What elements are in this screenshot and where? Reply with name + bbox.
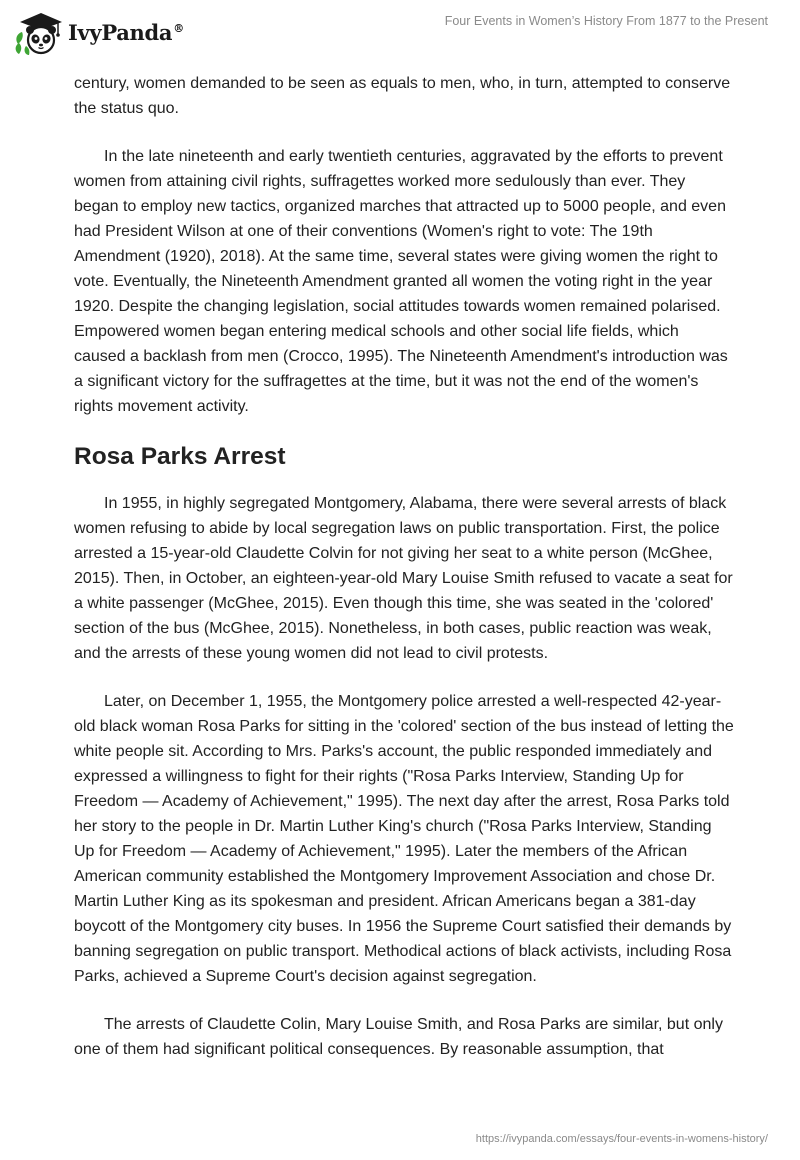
- paragraph-1955-arrests: In 1955, in highly segregated Montgomery, Alabama, there were several arrests of black women refusing to abide by local segregation laws on public transportation. First, the police arrested a 15-year-old Claudette Colvin for not giving her seat to a white person (McGhee, 2015). Then, in October, an eighteen-year-old Mary Louise Smith refused to vacate a seat for a white passenger (McGhee, 2015). Even though this time, she was seated in the 'colored' section of the bus (McGhee, 2015). Nonetheless, in both cases, public reaction was weak, and the arrests of these young women did not lead to civil protests.: [74, 495, 733, 662]
- document-title: Four Events in Women’s History From 1877 to the Present: [444, 14, 768, 28]
- paragraph-suffrage: In the late nineteenth and early twentieth centuries, aggravated by the efforts to prevent women from attaining civil rights, suffragettes worked more sedulously than ever. They began to employ new tactics, organized marches that attracted up to 5000 people, and even had President Wilson at one of their conventions (Women's right to vote: The 19th Amendment (1920), 2018). At the same time, several states were giving women the right to vote. Eventually, the Nineteenth Amendment granted all women the voting right in the year 1920. Despite the changing legislation, social attitudes towards women remained polarised. Empowered women began entering medical schools and other social life fields, which caused a backlash from men (Crocco, 1995). The Nineteenth Amendment's introduction was a significant victory for the suffragettes at the time, but it was not the end of the women's rights movement activity.: [74, 148, 728, 415]
- registered-mark: ®: [173, 21, 184, 35]
- ivypanda-logo[interactable]: [14, 10, 184, 56]
- source-url[interactable]: https://ivypanda.com/essays/four-events-in-womens-history/: [475, 1133, 768, 1145]
- paragraph-rosa-parks-arrest: Later, on December 1, 1955, the Montgomery police arrested a well-respected 42-year-old black woman Rosa Parks for sitting in the 'colored' section of the bus instead of letting the white people sit. According to Mrs. Parks's account, the public responded immediately and expressed a willingness to fight for their rights ("Rosa Parks Interview, Standing Up for Freedom — Academy of Achievement," 1995). The next day after the arrest, Rosa Parks told her story to the people in Dr. Martin Luther King's church ("Rosa Parks Interview, Standing Up for Freedom — Academy of Achievement," 1995). Later the members of the African American community established the Montgomery Improvement Association and chose Dr. Martin Luther King as its spokesman and president. African Americans began a 381-day boycott of the Montgomery city buses. In 1956 the Supreme Court satisfied their demands by banning segregation on public transport. Methodical actions of black activists, including Rosa Parks, achieved a Supreme Court's decision against segregation.: [74, 693, 734, 985]
- logo-wordmark: [68, 20, 184, 45]
- section-heading-rosa-parks: Rosa Parks Arrest: [74, 443, 286, 470]
- essay-body: [74, 71, 734, 1085]
- paragraph-intro: century, women demanded to be seen as equals to men, who, in turn, attempted to conserve the status quo.: [74, 75, 731, 117]
- logo-text: IvyPanda: [68, 19, 173, 45]
- page-header: [0, 0, 800, 70]
- paragraph-comparison: The arrests of Claudette Colin, Mary Louise Smith, and Rosa Parks are similar, but only one of them had significant political consequences. By reasonable assumption, that: [74, 1016, 723, 1058]
- panda-graduate-icon: [14, 10, 66, 56]
